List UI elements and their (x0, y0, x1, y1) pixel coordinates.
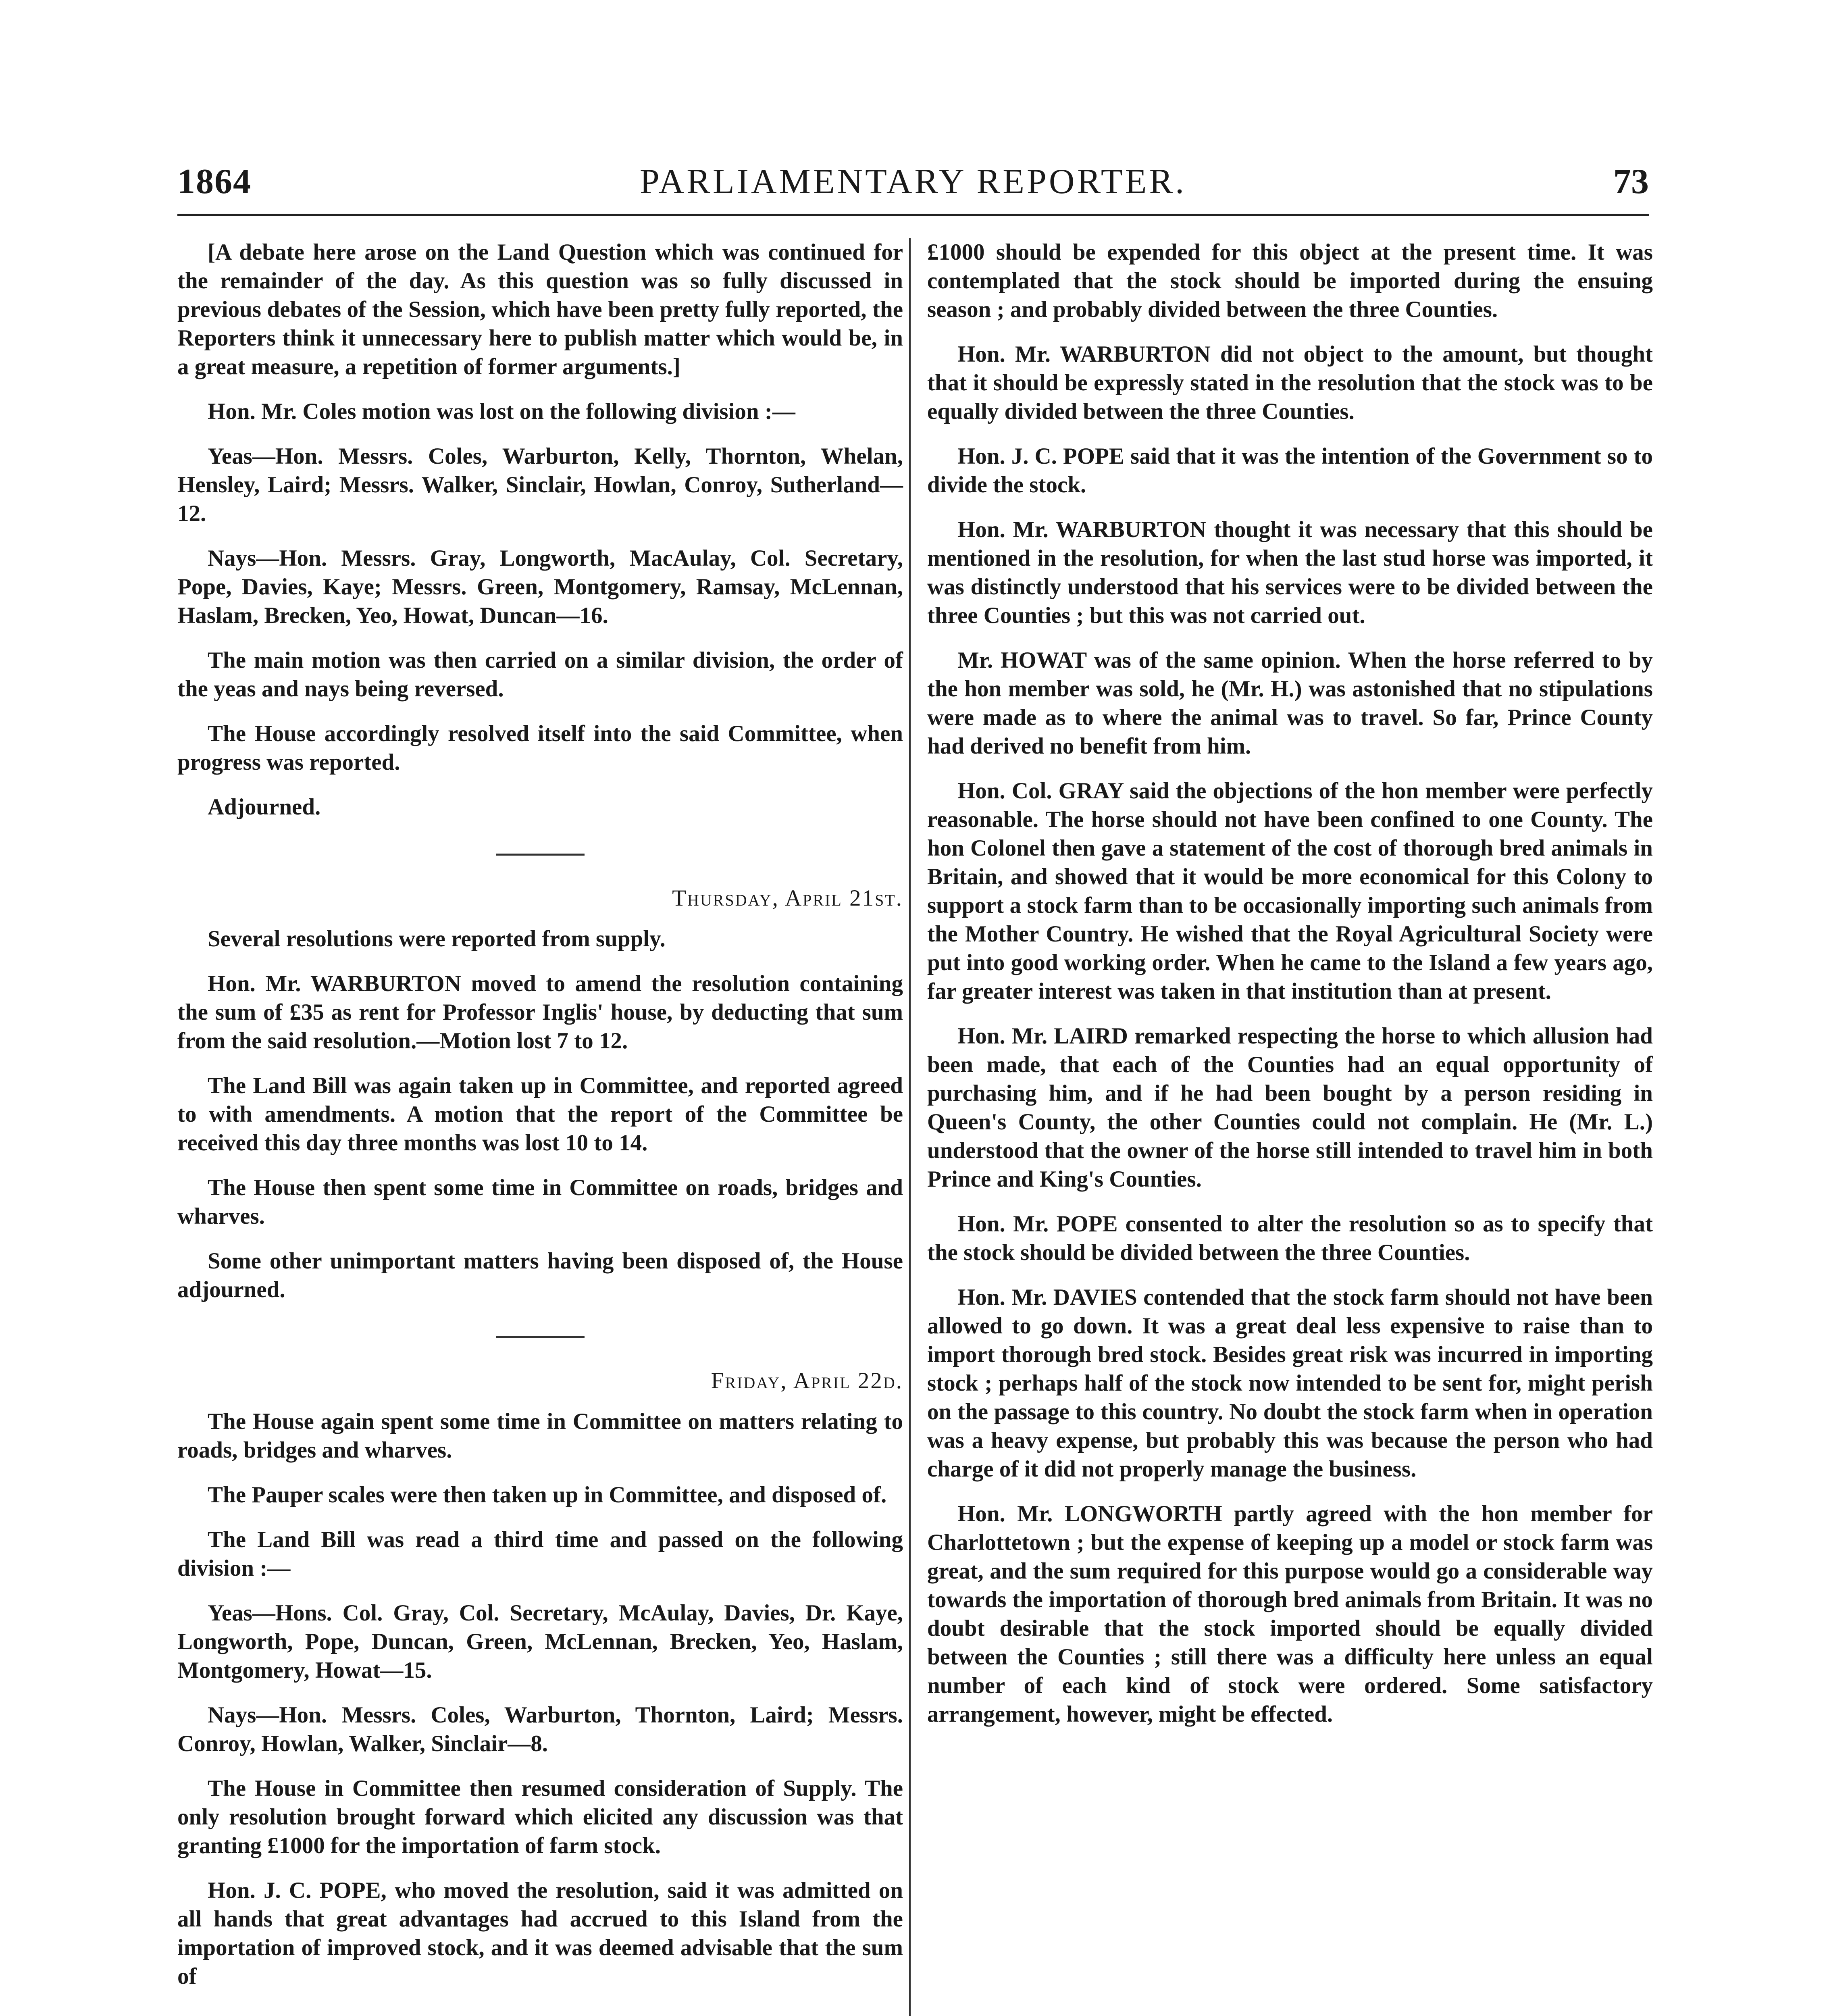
paragraph: Some other unimportant matters having been disposed of, the House adjourned. (177, 1248, 903, 1302)
division-yeas: Yeas—Hon. Messrs. Coles, Warburton, Kelly, Thornton, Whelan, Hensley, Laird; Messrs. Walker, Sinclair, Howlan, Conroy, Sutherland—12. (177, 444, 903, 526)
date-heading-text: Friday, April 22d. (711, 1368, 903, 1393)
division-nays: Nays—Hon. Messrs. Gray, Longworth, MacAulay, Col. Secretary, Pope, Davies, Kaye; Messrs. Green, Montgomery, Ramsay, McLennan, Haslam, Brecken, Yeo, Howat, Duncan—16. (177, 546, 903, 628)
paragraph: Hon. Mr. WARBURTON did not object to the amount, but thought that it should be expressly stated in the resolution that the stock was to be equally divided between the three Counties. (927, 342, 1653, 424)
left-column (177, 238, 903, 2007)
paragraph: The Land Bill was again taken up in Committee, and reported agreed to with amendments. A motion that the report of the Committee be received this day three months was lost 10 to 14. (177, 1073, 903, 1156)
paragraph: Hon. Mr. LONGWORTH partly agreed with the hon member for Charlottetown ; but the expense of keeping up a model or stock farm was great, and the sum required for this purpose would go a considerable way towards the importation of thorough bred animals from Britain. It was no doubt desirable that the stock imported should be equally divided between the Counties ; still there was a difficulty here unless an equal number of each kind of stock were ordered. Some satisfactory arrangement, however, might be effected. (927, 1501, 1653, 1727)
paragraph: Adjourned. (208, 794, 321, 820)
paragraph: £1000 should be expended for this object at the present time. It was contemplated that the stock should be imported during the ensuing season ; and probably divided between the three Counties. (927, 240, 1653, 322)
paragraph: The Pauper scales were then taken up in Committee, and disposed of. (208, 1482, 887, 1508)
paragraph: Mr. HOWAT was of the same opinion. When the horse referred to by the hon member was sold, he (Mr. H.) was astonished that no stipulations were made as to where the animal was to travel. So far, Prince County had derived no benefit from him. (927, 648, 1653, 759)
division-nays: Nays—Hon. Messrs. Coles, Warburton, Thornton, Laird; Messrs. Conroy, Howlan, Walker, Sinclair—8. (177, 1702, 903, 1756)
paragraph: The House in Committee then resumed consideration of Supply. The only resolution brought forward which elicited any discussion was that granting £1000 for the importation of farm stock. (177, 1776, 903, 1858)
header-year: 1864 (177, 162, 252, 201)
division-yeas: Yeas—Hons. Col. Gray, Col. Secretary, McAulay, Davies, Dr. Kaye, Longworth, Pope, Duncan, Green, McLennan, Brecken, Yeo, Haslam, Montgomery, Howat—15. (177, 1600, 903, 1683)
date-heading-thursday (177, 884, 903, 912)
paragraph: Hon. Mr. Coles motion was lost on the following division :— (208, 399, 795, 424)
column-divider (909, 238, 911, 2016)
paragraph: Hon. Mr. POPE consented to alter the resolution so as to specify that the stock should be divided between the three Counties. (927, 1211, 1653, 1265)
paragraph: Several resolutions were reported from supply. (208, 926, 666, 952)
section-rule (496, 1336, 585, 1338)
paragraph: Hon. Mr. WARBURTON moved to amend the resolution containing the sum of £35 as rent for Professor Inglis' house, by deducting that sum from the said resolution.—Motion lost 7 to 12. (177, 971, 903, 1054)
header-rule (177, 214, 1649, 216)
header-title: PARLIAMENTARY REPORTER. (639, 162, 1187, 201)
paragraph: Hon. J. C. POPE said that it was the intention of the Government so to divide the stock. (927, 444, 1653, 498)
paragraph: Hon. Mr. LAIRD remarked respecting the horse to which allusion had been made, that each of the Counties had an equal opportunity of purchasing him, and if he had been bought by a person residing in Queen's County, the other Counties could not complain. He (Mr. L.) understood that the owner of the horse still intended to travel him in both Prince and King's Counties. (927, 1023, 1653, 1192)
editorial-note: [A debate here arose on the Land Question which was continued for the remainder of the day. As this question was so fully discussed in previous debates of the Session, which have been pretty fully reported, the Reporters think it unnecessary here to publish matter which would be, in a great measure, a repetition of former arguments.] (177, 240, 903, 379)
paragraph: The House again spent some time in Committee on matters relating to roads, bridges and wharves. (177, 1409, 903, 1463)
paragraph: The main motion was then carried on a similar division, the order of the yeas and nays being reversed. (177, 648, 903, 702)
paragraph: The Land Bill was read a third time and passed on the following division :— (177, 1527, 903, 1581)
right-column (927, 238, 1653, 1745)
date-heading-text: Thursday, April 21st. (672, 885, 903, 911)
paragraph: Hon. Col. GRAY said the objections of the hon member were perfectly reasonable. The horse should not have been confined to one County. The hon Colonel then gave a statement of the cost of thorough bred animals in Britain, and showed that it would be more economical for this Colony to support a stock farm than to be occasionally importing such animals from the Mother Country. He wished that the Royal Agricultural Society were put into good working order. When he came to the Island a few years ago, far greater interest was taken in that institution than at present. (927, 778, 1653, 1004)
paragraph: Hon. Mr. WARBURTON thought it was necessary that this should be mentioned in the resolution, for when the last stud horse was imported, it was distinctly understood that his services were to be divided between the three Counties ; but this was not carried out. (927, 517, 1653, 628)
page-number: 73 (1613, 162, 1649, 201)
page-header (177, 161, 1649, 206)
date-heading-friday (177, 1366, 903, 1395)
paragraph: Hon. J. C. POPE, who moved the resolution, said it was admitted on all hands that great advantages had accrued to this Island from the importation of improved stock, and it was deemed advisable that the sum of (177, 1878, 903, 1989)
section-rule (496, 854, 585, 856)
paragraph: The House then spent some time in Committee on roads, bridges and wharves. (177, 1175, 903, 1229)
paragraph: Hon. Mr. DAVIES contended that the stock farm should not have been allowed to go down. It was a great deal less expensive to raise than to import thorough bred stock. Besides great risk was incurred in importing stock ; perhaps half of the stock now intended to be sent for, might perish on the passage to this country. No doubt the stock farm when in operation was a heavy expense, but probably this was because the person who had charge of it did not properly manage the business. (927, 1285, 1653, 1482)
paragraph: The House accordingly resolved itself into the said Committee, when progress was reported. (177, 721, 903, 775)
